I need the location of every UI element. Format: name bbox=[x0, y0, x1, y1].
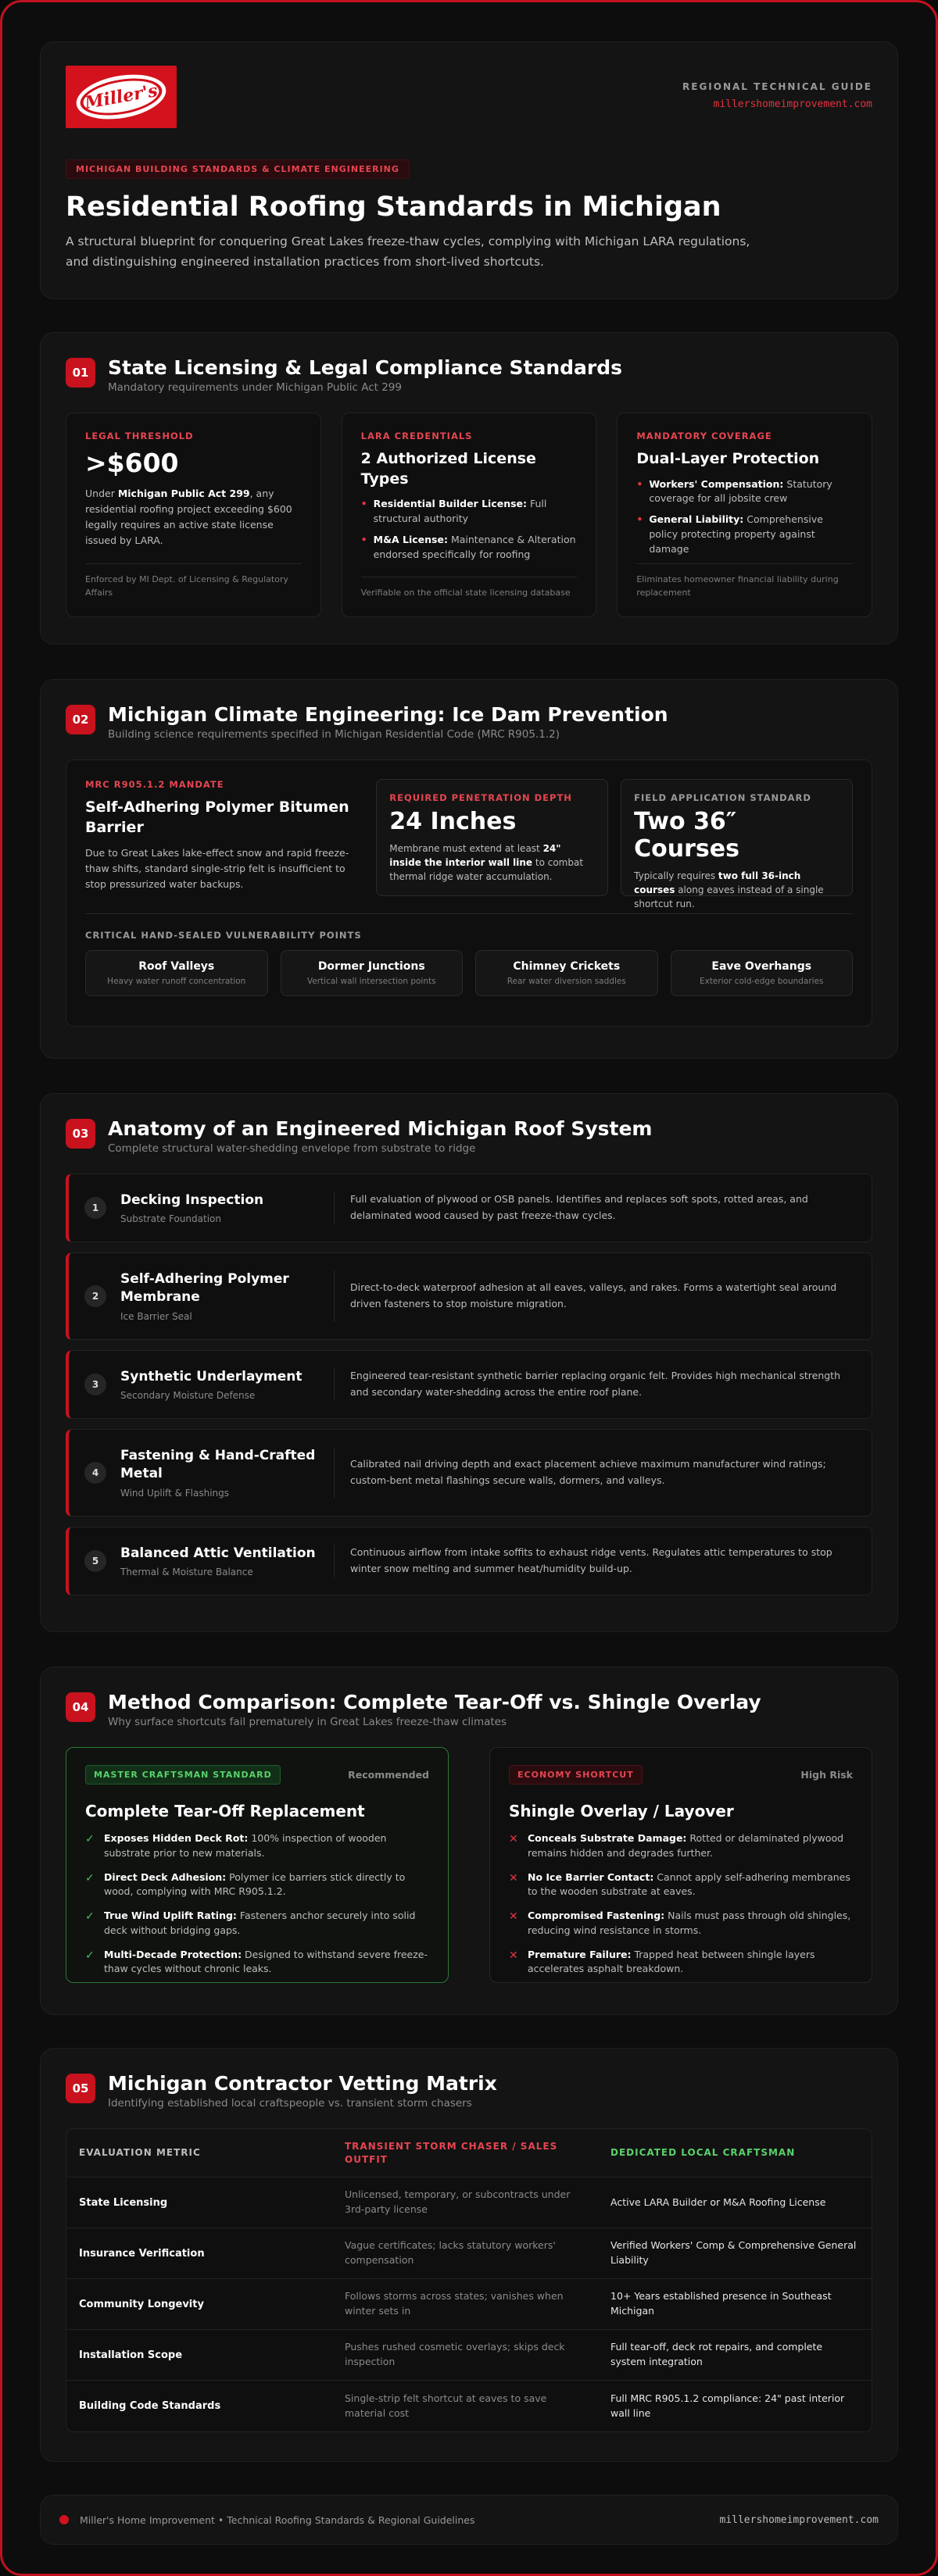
recommendation-note: Recommended bbox=[348, 1769, 429, 1781]
column-header: DEDICATED LOCAL CRAFTSMAN bbox=[610, 2147, 796, 2159]
section-title: Anatomy of an Engineered Michigan Roof System bbox=[108, 1117, 653, 1140]
vulnerability-point: Chimney Crickets Rear water diversion saddles bbox=[475, 950, 658, 996]
mandatory-coverage-card bbox=[617, 413, 872, 617]
card-body: Membrane must extend at least 24" inside the interior wall line to combat thermal ridge water accumulation. bbox=[389, 843, 584, 882]
section-subtitle: Identifying established local craftspeople vs. transient storm chasers bbox=[108, 2097, 472, 2110]
method-title: Complete Tear-Off Replacement bbox=[85, 1802, 365, 1820]
check-icon: ✓ bbox=[85, 1949, 95, 1962]
section-title: State Licensing & Legal Compliance Standards bbox=[108, 356, 623, 379]
section-title: Method Comparison: Complete Tear-Off vs. Shingle Overlay bbox=[108, 1691, 761, 1713]
metric-cell: Installation Scope bbox=[79, 2349, 183, 2361]
section-title: Michigan Contractor Vetting Matrix bbox=[108, 2072, 497, 2095]
table-row bbox=[66, 2228, 872, 2279]
layer-number: 2 bbox=[84, 1285, 106, 1307]
section-subtitle: Complete structural water-shedding envelope from substrate to ridge bbox=[108, 1142, 476, 1155]
method-title: Shingle Overlay / Layover bbox=[509, 1802, 734, 1820]
page-footer bbox=[40, 2495, 898, 2545]
card-headline: Two 36″ Courses bbox=[634, 808, 739, 863]
vulnerability-point: Roof Valleys Heavy water runoff concentration bbox=[85, 950, 268, 996]
vulnerability-label: CRITICAL HAND-SEALED VULNERABILITY POINTS bbox=[85, 930, 362, 941]
divider bbox=[85, 913, 853, 914]
section-number: 05 bbox=[66, 2074, 95, 2103]
check-icon: ✓ bbox=[85, 1910, 95, 1923]
logo-emblem-icon bbox=[66, 66, 177, 128]
cross-icon: ✕ bbox=[509, 1871, 518, 1885]
vulnerability-point: Dormer Junctions Vertical wall intersection points bbox=[281, 950, 464, 996]
section-method-comparison bbox=[40, 1667, 898, 2015]
layer-number: 4 bbox=[84, 1462, 106, 1484]
section-title: Michigan Climate Engineering: Ice Dam Prevention bbox=[108, 703, 668, 726]
metric-cell: Insurance Verification bbox=[79, 2247, 205, 2260]
card-headline: 2 Authorized License Types bbox=[360, 450, 536, 488]
card-eyebrow: MANDATORY COVERAGE bbox=[636, 431, 772, 441]
card-eyebrow: REQUIRED PENETRATION DEPTH bbox=[389, 792, 572, 803]
chaser-cell: Pushes rushed cosmetic overlays; skips deck inspection bbox=[345, 2341, 565, 2367]
local-cell: Full tear-off, deck rot repairs, and complete system integration bbox=[610, 2341, 823, 2367]
section-number: 01 bbox=[66, 358, 95, 388]
roof-layer bbox=[66, 1527, 872, 1595]
list-item: • General Liability: Comprehensive policy protecting property against damage bbox=[636, 513, 853, 556]
metric-cell: Community Longevity bbox=[79, 2298, 204, 2310]
tear-off-card bbox=[66, 1747, 449, 1983]
svg-text:Miller's: Miller's bbox=[83, 80, 159, 113]
website-link[interactable]: millershomeimprovement.com bbox=[713, 98, 872, 110]
section-ice-dam bbox=[40, 679, 898, 1059]
chaser-cell: Vague certificates; lacks statutory workers' compensation bbox=[345, 2239, 556, 2266]
list-item: • Workers' Compensation: Statutory coverage for all jobsite crew bbox=[636, 477, 853, 507]
roof-layer bbox=[66, 1350, 872, 1419]
card-headline: Dual-Layer Protection bbox=[636, 450, 820, 467]
layer-subtitle: Substrate Foundation bbox=[120, 1213, 221, 1225]
layer-number: 5 bbox=[84, 1550, 106, 1572]
table-row bbox=[66, 2178, 872, 2228]
card-eyebrow: LARA CREDENTIALS bbox=[360, 431, 473, 441]
list-item: ✕ Premature Failure: Trapped heat between shingle layers accelerates asphalt breakdown. bbox=[509, 1948, 815, 1975]
recommended-tag: MASTER CRAFTSMAN STANDARD bbox=[85, 1765, 281, 1785]
layer-description: Calibrated nail driving depth and exact placement achieve maximum manufacturer wind ratings; custom-bent metal flashings secure walls, dormers, and valleys. bbox=[350, 1458, 826, 1486]
layer-subtitle: Thermal & Moisture Balance bbox=[120, 1567, 253, 1578]
mandate-eyebrow: MRC R905.1.2 MANDATE bbox=[85, 779, 224, 790]
lara-credentials-card bbox=[342, 413, 597, 617]
penetration-depth-card bbox=[376, 779, 608, 896]
column-header: TRANSIENT STORM CHASER / SALES OUTFIT bbox=[345, 2140, 558, 2165]
local-cell: Active LARA Builder or M&A Roofing License bbox=[610, 2195, 826, 2208]
card-body: Typically requires two full 36-inch courses along eaves instead of a single shortcut run. bbox=[634, 870, 824, 909]
section-number: 03 bbox=[66, 1119, 95, 1149]
layer-description: Full evaluation of plywood or OSB panels. Identifies and replaces soft spots, rotted areas, and delaminated wood caused by past freeze-thaw cycles. bbox=[350, 1193, 808, 1221]
card-eyebrow: LEGAL THRESHOLD bbox=[85, 431, 194, 441]
risk-list bbox=[509, 1831, 853, 1977]
table-row bbox=[66, 2279, 872, 2330]
layer-title: Synthetic Underlayment bbox=[120, 1368, 303, 1384]
status-dot-icon bbox=[59, 2515, 69, 2524]
page-subtitle: A structural blueprint for conquering Great Lakes freeze-thaw cycles, complying with Michigan LARA regulations, and distinguishing engineered installation practices from short-lived shortcuts. bbox=[66, 234, 750, 269]
section-number: 04 bbox=[66, 1692, 95, 1722]
mandate-headline: Self-Adhering Polymer Bitumen Barrier bbox=[85, 799, 349, 836]
mandate-block bbox=[85, 779, 363, 896]
layer-title: Fastening & Hand-Crafted Metal bbox=[120, 1448, 316, 1481]
list-item: ✕ No Ice Barrier Contact: Cannot apply self-adhering membranes to the wooden substrate at eaves. bbox=[509, 1870, 850, 1898]
column-header: EVALUATION METRIC bbox=[79, 2147, 201, 2159]
layer-description: Engineered tear-resistant synthetic barrier replacing organic felt. Provides high mechanical strength and secondary water-shedding across the entire roof plane. bbox=[350, 1370, 840, 1398]
section-licensing bbox=[40, 332, 898, 645]
section-roof-anatomy bbox=[40, 1093, 898, 1632]
risk-note: High Risk bbox=[800, 1769, 853, 1781]
chaser-cell: Unlicensed, temporary, or subcontracts under 3rd-party license bbox=[345, 2188, 571, 2215]
local-cell: Full MRC R905.1.2 compliance: 24" past interior wall line bbox=[610, 2392, 845, 2419]
coverage-list bbox=[636, 477, 853, 563]
field-application-card bbox=[621, 779, 853, 909]
footer-text: Miller's Home Improvement • Technical Roofing Standards & Regional Guidelines bbox=[80, 2513, 475, 2526]
roof-layer bbox=[66, 1174, 872, 1242]
legal-threshold-card bbox=[66, 413, 321, 617]
cross-icon: ✕ bbox=[509, 1833, 518, 1845]
layer-title: Balanced Attic Ventilation bbox=[120, 1545, 316, 1561]
chaser-cell: Single-strip felt shortcut at eaves to save material cost bbox=[345, 2392, 547, 2419]
local-cell: Verified Workers' Comp & Comprehensive General Liability bbox=[610, 2239, 857, 2266]
layer-title: Decking Inspection bbox=[120, 1192, 264, 1208]
guide-label: REGIONAL TECHNICAL GUIDE bbox=[682, 81, 872, 92]
list-item: • M&A License: Maintenance & Alteration endorsed specifically for roofing bbox=[361, 533, 578, 563]
cross-icon: ✕ bbox=[509, 1910, 518, 1923]
layer-subtitle: Secondary Moisture Defense bbox=[120, 1390, 256, 1402]
list-item: ✓ Multi-Decade Protection: Designed to withstand severe freeze-thaw cycles without chronic leaks. bbox=[85, 1948, 428, 1975]
list-item: ✕ Compromised Fastening: Nails must pass through old shingles, reducing wind resistance in storms. bbox=[509, 1910, 851, 1936]
section-subtitle: Why surface shortcuts fail prematurely in Great Lakes freeze-thaw climates bbox=[108, 1716, 507, 1728]
category-badge: MICHIGAN BUILDING STANDARDS & CLIMATE ENGINEERING bbox=[66, 159, 410, 179]
layer-subtitle: Ice Barrier Seal bbox=[120, 1310, 192, 1322]
overlay-card bbox=[489, 1747, 872, 1983]
card-footnote: Verifiable on the official state licensing database bbox=[361, 577, 578, 600]
license-list bbox=[361, 497, 578, 568]
card-eyebrow: FIELD APPLICATION STANDARD bbox=[634, 792, 811, 803]
list-item: ✓ True Wind Uplift Rating: Fasteners anchor securely into solid deck without bridging gaps. bbox=[85, 1910, 416, 1936]
table-header-row bbox=[66, 2129, 872, 2178]
cross-icon: ✕ bbox=[509, 1949, 518, 1962]
guide-meta bbox=[682, 66, 872, 110]
layer-title: Self-Adhering Polymer Membrane bbox=[120, 1271, 289, 1305]
ice-dam-panel bbox=[66, 759, 872, 1027]
metric-cell: State Licensing bbox=[79, 2196, 168, 2209]
table-row bbox=[66, 2381, 872, 2431]
layer-number: 1 bbox=[84, 1197, 106, 1219]
list-item: • Residential Builder License: Full structural authority bbox=[361, 497, 578, 527]
section-subtitle: Mandatory requirements under Michigan Public Act 299 bbox=[108, 381, 402, 394]
brand-logo[interactable] bbox=[66, 66, 177, 128]
check-icon: ✓ bbox=[85, 1871, 95, 1885]
chaser-cell: Follows storms across states; vanishes when winter sets in bbox=[345, 2290, 564, 2317]
layer-description: Direct-to-deck waterproof adhesion at all eaves, valleys, and rakes. Forms a watertight seal around driven fasteners to stop moisture migration. bbox=[350, 1281, 837, 1309]
list-item: ✓ Direct Deck Adhesion: Polymer ice barriers stick directly to wood, complying with MRC R905.1.2. bbox=[85, 1870, 406, 1898]
benefit-list bbox=[85, 1831, 429, 1977]
page-title: Residential Roofing Standards in Michigan bbox=[66, 191, 721, 223]
list-item: ✓ Exposes Hidden Deck Rot: 100% inspection of wooden substrate prior to new materials. bbox=[85, 1832, 387, 1859]
hero-header bbox=[40, 41, 898, 299]
risk-tag: ECONOMY SHORTCUT bbox=[509, 1765, 643, 1785]
footer-website-link[interactable]: millershomeimprovement.com bbox=[719, 2513, 879, 2526]
mandate-body: Due to Great Lakes lake-effect snow and rapid freeze-thaw shifts, standard single-strip felt is insufficient to stop pressurized water backups. bbox=[85, 847, 349, 891]
roof-layer bbox=[66, 1252, 872, 1340]
check-icon: ✓ bbox=[85, 1833, 95, 1845]
layer-subtitle: Wind Uplift & Flashings bbox=[120, 1487, 230, 1499]
card-footnote: Enforced by MI Dept. of Licensing & Regulatory Affairs bbox=[85, 563, 302, 599]
card-headline: 24 Inches bbox=[389, 808, 517, 835]
section-subtitle: Building science requirements specified in Michigan Residential Code (MRC R905.1.2) bbox=[108, 728, 560, 741]
roof-layer bbox=[66, 1429, 872, 1517]
table-row bbox=[66, 2330, 872, 2381]
section-number: 02 bbox=[66, 705, 95, 734]
section-vetting-matrix bbox=[40, 2048, 898, 2462]
metric-cell: Building Code Standards bbox=[79, 2400, 221, 2412]
local-cell: 10+ Years established presence in Southeast Michigan bbox=[610, 2290, 832, 2317]
layer-description: Continuous airflow from intake soffits to exhaust ridge vents. Regulates attic temperatures to stop winter snow melting and summer heat/humidity build-up. bbox=[350, 1546, 832, 1574]
layer-number: 3 bbox=[84, 1374, 106, 1395]
card-body: Under Michigan Public Act 299, any residential roofing project exceeding $600 legally requires an active state license issued by LARA. bbox=[85, 488, 292, 546]
card-headline: >$600 bbox=[85, 448, 179, 478]
card-footnote: Eliminates homeowner financial liability during replacement bbox=[636, 563, 853, 599]
vulnerability-point: Eave Overhangs Exterior cold-edge boundaries bbox=[671, 950, 854, 996]
list-item: ✕ Conceals Substrate Damage: Rotted or delaminated plywood remains hidden and degrades further. bbox=[509, 1832, 844, 1859]
vetting-table bbox=[66, 2128, 872, 2432]
